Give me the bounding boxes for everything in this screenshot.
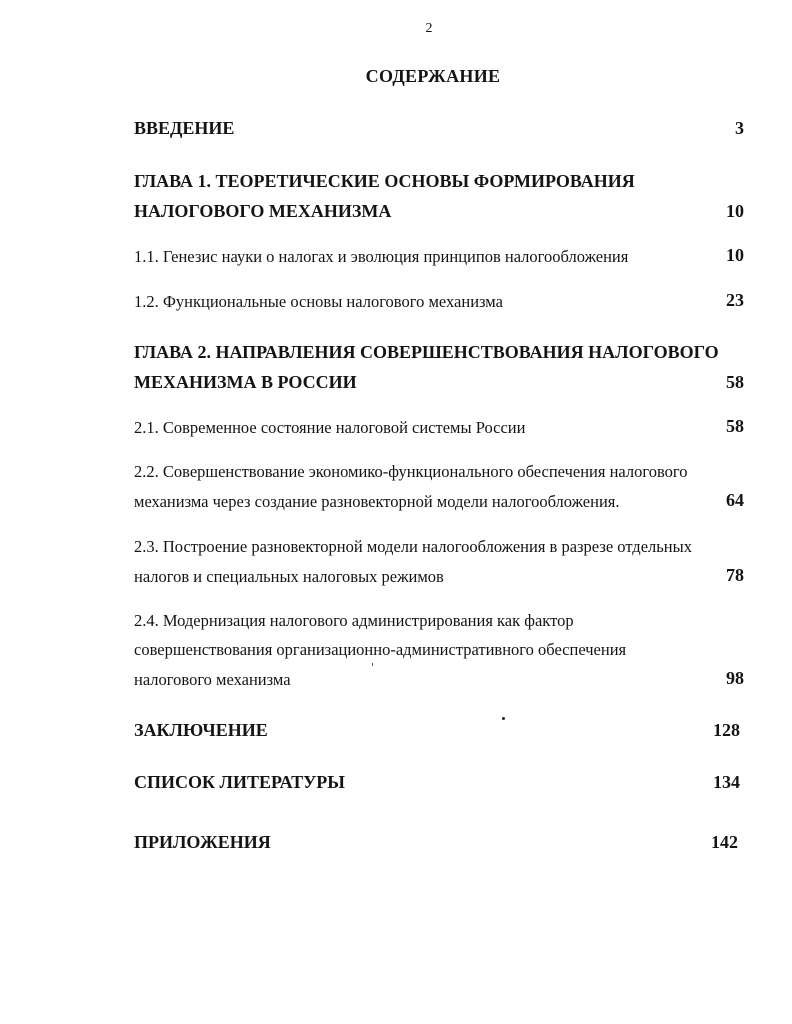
page-title: СОДЕРЖАНИЕ bbox=[365, 66, 501, 86]
toc-intro-page: 3 bbox=[735, 118, 744, 138]
toc-section-2-4-page: 98 bbox=[726, 668, 744, 688]
toc-conclusion-page: 128 bbox=[713, 720, 740, 740]
toc-section-2-2-page: 64 bbox=[726, 490, 744, 510]
toc-section-2-2-line1: 2.2. Совершенствование экономико-функционального обеспечения налогового bbox=[134, 462, 688, 481]
page-number: 2 bbox=[425, 21, 433, 36]
toc-appendices-page: 142 bbox=[711, 832, 738, 852]
toc-section-2-2-line2: механизма через создание разновекторной модели налогообложения. bbox=[134, 492, 620, 511]
toc-section-1-1-label: 1.1. Генезис науки о налогах и эволюция принципов налогообложения bbox=[134, 247, 629, 266]
toc-section-1-2-page: 23 bbox=[726, 290, 744, 310]
toc-section-2-1-page: 58 bbox=[726, 416, 744, 436]
scan-dot-mark bbox=[502, 717, 505, 720]
toc-section-2-1-label: 2.1. Современное состояние налоговой системы России bbox=[134, 418, 526, 437]
toc-chapter2-page: 58 bbox=[726, 372, 744, 392]
toc-chapter1-page: 10 bbox=[726, 201, 744, 221]
toc-section-2-4-line2: совершенствования организационно-административного обеспечения bbox=[134, 640, 627, 659]
toc-section-2-3-page: 78 bbox=[726, 565, 744, 585]
toc-references-label: СПИСОК ЛИТЕРАТУРЫ bbox=[134, 772, 345, 792]
toc-section-1-1-page: 10 bbox=[726, 245, 744, 265]
toc-section-2-3-line2: налогов и специальных налоговых режимов bbox=[134, 567, 444, 586]
toc-chapter1-line2: НАЛОГОВОГО МЕХАНИЗМА bbox=[134, 201, 392, 221]
toc-conclusion-label: ЗАКЛЮЧЕНИЕ bbox=[134, 720, 268, 740]
toc-section-2-4-line3: налогового механизма bbox=[134, 670, 291, 689]
toc-references-page: 134 bbox=[713, 772, 740, 792]
toc-chapter2-line2: МЕХАНИЗМА В РОССИИ bbox=[134, 372, 357, 392]
toc-intro-label: ВВЕДЕНИЕ bbox=[134, 118, 235, 138]
toc-chapter2-line1: ГЛАВА 2. НАПРАВЛЕНИЯ СОВЕРШЕНСТВОВАНИЯ НАЛОГОВОГО bbox=[134, 342, 719, 362]
scan-speck-mark bbox=[372, 663, 373, 666]
toc-section-2-3-line1: 2.3. Построение разновекторной модели налогообложения в разрезе отдельных bbox=[134, 537, 692, 556]
toc-section-2-4-line1: 2.4. Модернизация налогового администрирования как фактор bbox=[134, 611, 574, 630]
toc-chapter1-line1: ГЛАВА 1. ТЕОРЕТИЧЕСКИЕ ОСНОВЫ ФОРМИРОВАНИЯ bbox=[134, 171, 635, 191]
toc-appendices-label: ПРИЛОЖЕНИЯ bbox=[134, 832, 271, 852]
toc-section-1-2-label: 1.2. Функциональные основы налогового механизма bbox=[134, 292, 503, 311]
